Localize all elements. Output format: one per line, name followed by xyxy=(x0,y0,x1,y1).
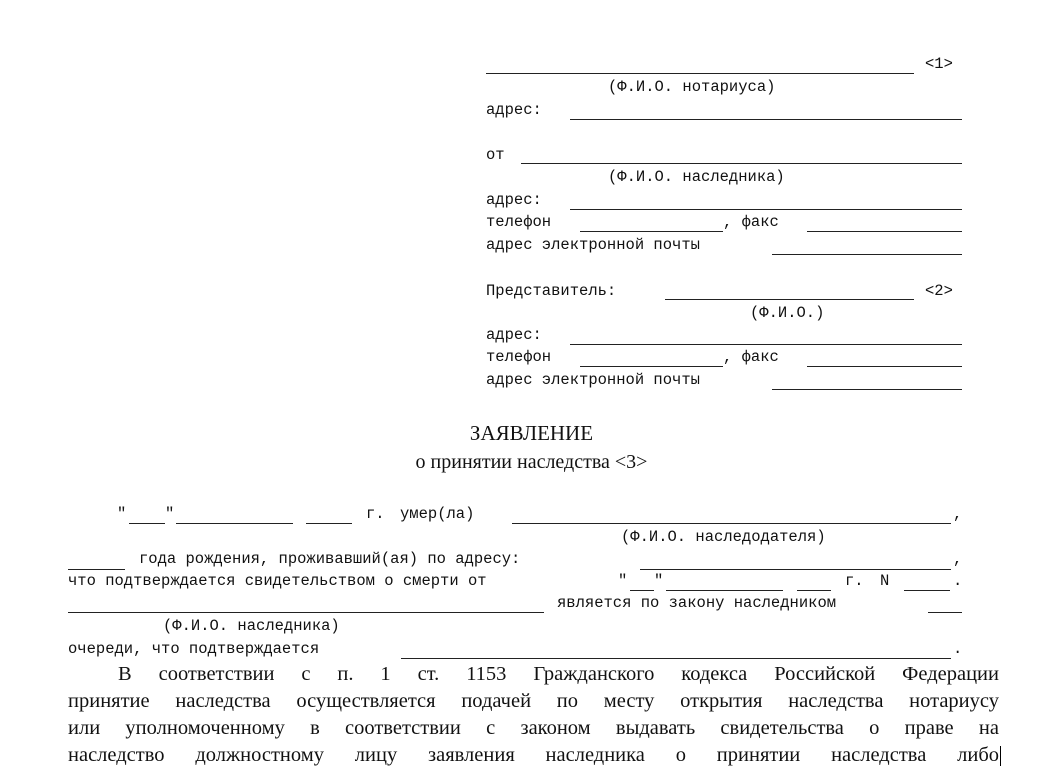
representative-name-line[interactable] xyxy=(665,299,914,300)
heir-email-label: адрес электронной почты xyxy=(486,236,700,254)
body-line-4: наследство должностному лицу заявления наследника о принятии наследства либо xyxy=(68,744,999,766)
heir-caption: (Ф.И.О. наследника) xyxy=(608,168,785,186)
comma-1: , xyxy=(953,505,963,523)
birth-text: года рождения, проживавший(ая) по адресу: xyxy=(139,550,521,568)
document-subtitle: о принятии наследства <3> xyxy=(415,451,648,473)
cert-year-g: г. xyxy=(845,572,864,590)
queue-text: очереди, что подтверждается xyxy=(68,640,320,658)
decedent-name-line[interactable] xyxy=(512,523,951,524)
cert-number-line[interactable] xyxy=(904,590,950,591)
period-2: . xyxy=(953,640,963,658)
heir-fullname-caption: (Ф.И.О. наследника) xyxy=(163,617,340,635)
rep-fax-label: , факс xyxy=(723,348,779,366)
period-1: . xyxy=(953,572,963,590)
cert-number-label: N xyxy=(880,572,890,590)
heir-name-line[interactable] xyxy=(521,163,962,164)
representative-caption: (Ф.И.О.) xyxy=(750,304,825,322)
footnote-2-ref: <2> xyxy=(925,282,953,300)
heir-by-law-text: является по закону наследником xyxy=(557,594,837,612)
notary-address-line[interactable] xyxy=(570,119,962,120)
notary-caption: (Ф.И.О. нотариуса) xyxy=(608,78,776,96)
decedent-caption: (Ф.И.О. наследодателя) xyxy=(621,528,826,546)
heir-address-label: адрес: xyxy=(486,191,542,209)
decedent-address-line[interactable] xyxy=(640,569,951,570)
heir-fax-line[interactable] xyxy=(807,231,962,232)
comma-2: , xyxy=(953,550,963,568)
birth-year-line[interactable] xyxy=(68,569,125,570)
document-title: ЗАЯВЛЕНИЕ xyxy=(469,421,594,445)
rep-fax-line[interactable] xyxy=(807,366,962,367)
death-month-line[interactable] xyxy=(176,523,293,524)
date-quote-close: " xyxy=(165,505,175,523)
footnote-1-ref: <1> xyxy=(925,55,953,73)
death-day-line[interactable] xyxy=(129,523,165,524)
heir-email-line[interactable] xyxy=(772,254,962,255)
heir-phone-label: телефон xyxy=(486,213,552,231)
cert-quote-open: " xyxy=(618,572,628,590)
relationship-proof-line[interactable] xyxy=(401,658,951,659)
notary-address-label: адрес: xyxy=(486,101,542,119)
rep-phone-line[interactable] xyxy=(580,366,723,367)
rep-address-label: адрес: xyxy=(486,326,542,344)
heir-address-line[interactable] xyxy=(570,209,962,210)
date-quote-open: " xyxy=(117,505,127,523)
heir-fullname-line[interactable] xyxy=(68,612,544,613)
certificate-text: что подтверждается свидетельством о смерти от xyxy=(68,572,487,590)
died-text: умер(ла) xyxy=(400,505,475,523)
death-year-g: г. xyxy=(366,505,385,523)
queue-number-line[interactable] xyxy=(928,612,962,613)
body-line-1: В соответствии с п. 1 ст. 1153 Гражданского кодекса Российской Федерации xyxy=(118,663,999,685)
rep-email-label: адрес электронной почты xyxy=(486,371,700,389)
cert-month-line[interactable] xyxy=(666,590,783,591)
cert-quote-close: " xyxy=(654,572,664,590)
representative-label: Представитель: xyxy=(486,282,617,300)
body-line-3: или уполномоченному в соответствии с законом выдавать свидетельства о праве на xyxy=(68,717,999,739)
body-line-2: принятие наследства осуществляется подачей по месту открытия наследства нотариусу xyxy=(68,690,999,712)
rep-email-line[interactable] xyxy=(772,389,962,390)
heir-phone-line[interactable] xyxy=(580,231,723,232)
text-cursor xyxy=(1000,746,1001,766)
heir-fax-label: , факс xyxy=(723,213,779,231)
from-label: от xyxy=(486,146,505,164)
cert-day-line[interactable] xyxy=(630,590,654,591)
notary-name-line[interactable] xyxy=(486,73,914,74)
death-year-line[interactable] xyxy=(306,523,352,524)
rep-phone-label: телефон xyxy=(486,348,552,366)
cert-year-line[interactable] xyxy=(797,590,831,591)
rep-address-line[interactable] xyxy=(570,344,962,345)
